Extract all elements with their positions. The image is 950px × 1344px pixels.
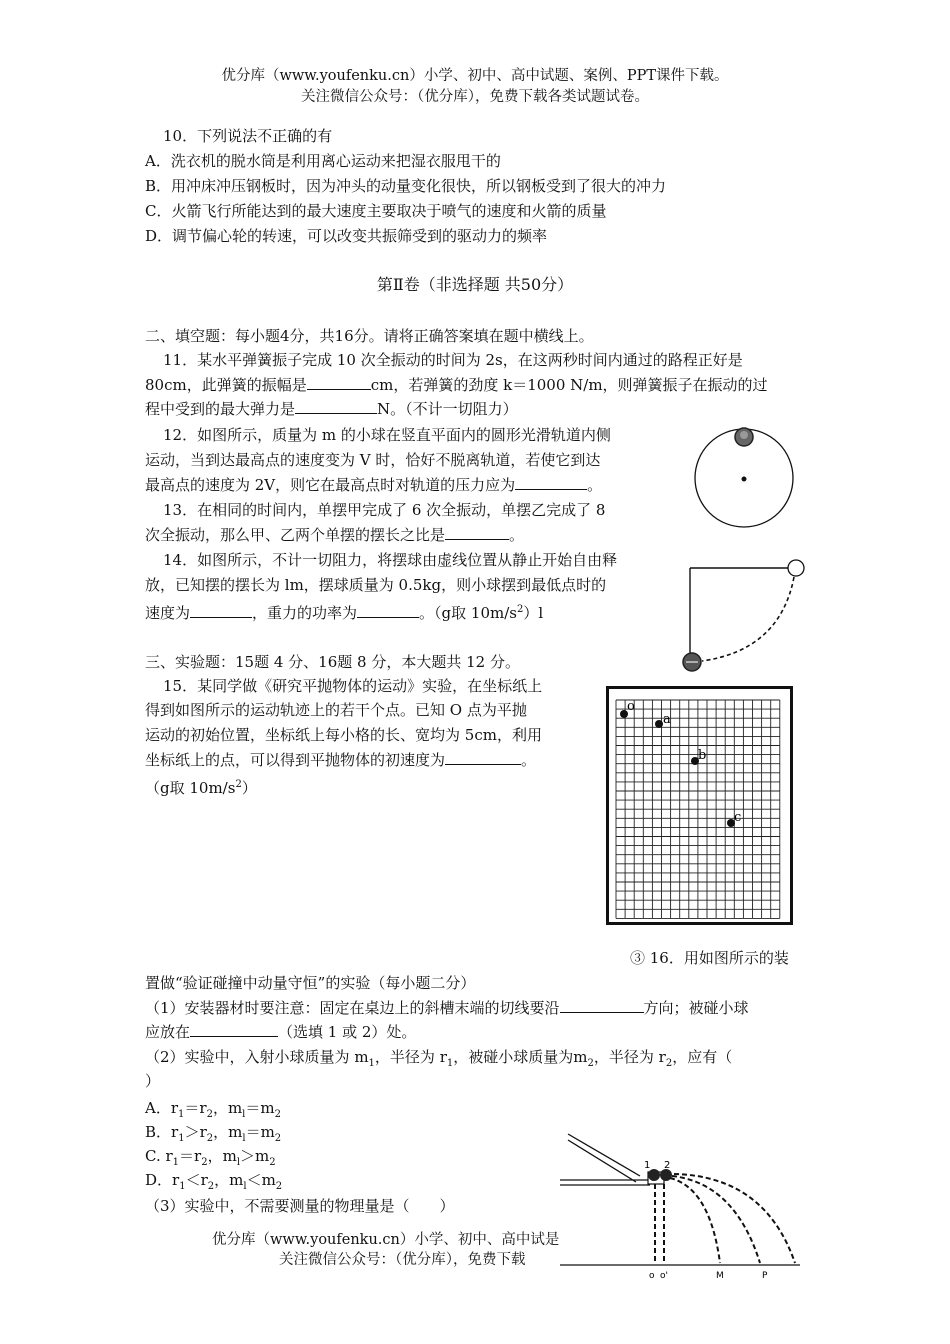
q11-text-d: N。（不计一切阻力） xyxy=(377,400,518,418)
q16-sub3: （3）实验中，不需要测量的物理量是（ ） xyxy=(145,1197,455,1215)
q12-text-b: 。 xyxy=(587,476,603,494)
q16-sub2-line-1 xyxy=(145,1047,732,1074)
pendulum-figure xyxy=(680,555,810,675)
q10-option-b: B．用冲床冲压钢板时，因为冲头的动量变化很快，所以钢板受到了很大的冲力 xyxy=(145,177,667,195)
q13-blank-ratio[interactable] xyxy=(445,525,509,540)
q13-line-1: 13．在相同的时间内，单摆甲完成了 6 次全振动，单摆乙完成了 8 xyxy=(163,501,606,519)
ball-start-position xyxy=(788,560,804,576)
q14-blank-power[interactable] xyxy=(357,603,419,618)
q16-sub1-text-c: 应放在 xyxy=(145,1023,191,1041)
q11-line-2 xyxy=(145,375,768,395)
label-o-point: o xyxy=(649,1271,655,1281)
sub-1b: 1 xyxy=(446,1058,454,1069)
q16-blank-position[interactable] xyxy=(190,1022,278,1037)
q16-option-c: C. $r_1=r_2$，$m_l>m_2$ xyxy=(145,1147,276,1168)
chute-upper xyxy=(568,1134,640,1176)
q16-line-2: 置做“验证碰撞中动量守恒”的实验（每小题二分） xyxy=(145,974,476,992)
q13-text-a: 次全振动，那么甲、乙两个单摆的摆长之比是 xyxy=(145,526,446,544)
q15-line-5 xyxy=(145,775,257,798)
q15-line-2: 得到如图所示的运动轨迹上的若干个点。已知 O 点为平抛 xyxy=(145,701,527,719)
q16-option-a: A．$r_1=r_2$，$m_l=m_2$ xyxy=(145,1099,281,1120)
q12-text-a: 最高点的速度为 2V，则它在最高点时对轨道的压力应为 xyxy=(145,476,516,494)
q14-line-2: 放，已知摆的摆长为 lm，摆球质量为 0.5kg，则小球摆到最低点时的 xyxy=(145,576,607,594)
q11-blank-force[interactable] xyxy=(295,399,377,414)
chute-lower xyxy=(568,1140,636,1182)
collision-apparatus-figure xyxy=(560,1128,805,1283)
ball-highlight xyxy=(740,431,748,439)
q15-text-b: 。 xyxy=(521,751,537,769)
label-c: c xyxy=(734,810,742,825)
q10-option-a: A．洗衣机的脱水筒是利用离心运动来把湿衣服甩干的 xyxy=(145,152,501,170)
q12-line-2: 运动，当到达最高点的速度变为 V 时，恰好不脱离轨道，若使它到达 xyxy=(145,451,601,469)
q14-text-d: ）l xyxy=(523,604,544,622)
q14-text-b: ，重力的功率为 xyxy=(252,604,358,622)
q12-blank-pressure[interactable] xyxy=(515,475,587,490)
q14-line-1: 14．如图所示，不计一切阻力，将摆球由虚线位置从静止开始自由释 xyxy=(163,551,618,569)
label-o-prime: o' xyxy=(660,1271,668,1281)
q16-sub1-line-2 xyxy=(145,1022,416,1042)
q11-blank-amplitude[interactable] xyxy=(307,375,371,390)
footer-line-1: 优分库（www.youfenku.cn）小学、初中、高中试是 xyxy=(212,1232,560,1248)
q10-option-c: C．火箭飞行所能达到的最大速度主要取决于喷气的速度和火箭的质量 xyxy=(145,202,607,220)
trajectory-p xyxy=(672,1176,760,1263)
trajectory-n xyxy=(674,1174,795,1263)
sub-1: 1 xyxy=(368,1058,375,1069)
q16-sub1-text-b: 方向；被碰小球 xyxy=(643,999,749,1017)
q16-option-b: B．$r_1>r_2$，$m_l=m_2$ xyxy=(145,1123,282,1144)
label-1: 1 xyxy=(644,1160,651,1171)
label-p: P xyxy=(762,1271,768,1281)
q15-text-c: （g取 10m/s xyxy=(145,779,236,797)
section-2-title: 第Ⅱ卷（非选择题 共50分） xyxy=(376,275,574,294)
q16-sub1-line-1 xyxy=(145,998,749,1018)
label-m: M xyxy=(716,1271,724,1281)
q11-text-a: 80cm，此弹簧的振幅是 xyxy=(145,376,307,394)
q16-sub2-text-d: ，半径为 r xyxy=(593,1048,666,1066)
header-line-1: 优分库（www.youfenku.cn）小学、初中、高中试题、案例、PPT课件下载。 xyxy=(221,68,729,84)
q14-text-c: 。（g取 10m/s xyxy=(419,604,517,622)
label-b: b xyxy=(698,748,707,763)
q15-line-4 xyxy=(145,750,536,770)
q16-sub2-text-c: ，被碰小球质量为m xyxy=(453,1048,588,1066)
q16-option-d: D．$r_1<r_2$，$m_l<m_2$ xyxy=(145,1171,283,1192)
q14-superscript: 2 xyxy=(516,604,524,615)
sub-2b: 2 xyxy=(665,1058,673,1069)
q13-text-b: 。 xyxy=(509,526,525,544)
q16-blank-direction[interactable] xyxy=(560,998,644,1013)
q11-line-3 xyxy=(145,399,518,419)
q15-text-a: 坐标纸上的点，可以得到平抛物体的初速度为 xyxy=(145,751,446,769)
label-2: 2 xyxy=(664,1160,671,1171)
header-line-2: 关注微信公众号：（优分库），免费下载各类试题试卷。 xyxy=(301,89,649,105)
label-a: a xyxy=(663,712,671,727)
q16-sub2-line-2: ） xyxy=(145,1072,161,1090)
circle-track-figure xyxy=(690,422,800,532)
q14-blank-speed[interactable] xyxy=(190,603,252,618)
point-a xyxy=(655,720,663,728)
q15-line-3: 运动的初始位置，坐标纸上每小格的长、宽均为 5cm，利用 xyxy=(145,726,542,744)
sub-2: 2 xyxy=(587,1058,594,1069)
q13-line-2 xyxy=(145,525,524,545)
q11-text-b: cm，若弹簧的劲度 k＝1000 N/m，则弹簧振子在振动的过 xyxy=(370,376,768,394)
q16-line-1: ③ 16．用如图所示的装 xyxy=(630,949,789,967)
q16-sub1-text-a: （1）安装器材时要注意：固定在桌边上的斜槽末端的切线要沿 xyxy=(145,999,560,1017)
q16-sub2-text-a: （2）实验中，入射小球质量为 m xyxy=(145,1048,369,1066)
footer-line-2: 关注微信公众号：（优分库），免费下载 xyxy=(279,1252,526,1268)
q11-text-c: 程中受到的最大弹力是 xyxy=(145,400,296,418)
q12-line-3 xyxy=(145,475,602,495)
q16-sub1-text-d: （选填 1 或 2）处。 xyxy=(278,1023,417,1041)
q14-text-a: 速度为 xyxy=(145,604,191,622)
q15-line-1: 15．某同学做《研究平抛物体的运动》实验，在坐标纸上 xyxy=(163,677,543,695)
q11-line-1: 11．某水平弹簧振子完成 10 次全振动的时间为 2s，在这两秒时间内通过的路程正好是 xyxy=(163,351,743,369)
q10-stem: 10．下列说法不正确的有 xyxy=(163,127,333,145)
grid-frame xyxy=(608,688,792,924)
q14-line-3 xyxy=(145,600,543,623)
coordinate-paper-figure xyxy=(606,686,793,925)
q16-sub2-text-b: ，半径为 r xyxy=(374,1048,447,1066)
circle-center-dot xyxy=(742,477,747,482)
part2-heading: 二、填空题：每小题4分，共16分。请将正确答案填在题中横线上。 xyxy=(145,327,594,345)
label-o: o xyxy=(627,699,635,714)
swing-path xyxy=(702,577,794,661)
q15-superscript: 2 xyxy=(235,779,242,790)
part3-heading: 三、实验题：15题 4 分、16题 8 分，本大题共 12 分。 xyxy=(145,653,520,671)
q10-option-d: D．调节偏心轮的转速，可以改变共振筛受到的驱动力的频率 xyxy=(145,227,548,245)
q15-blank-velocity[interactable] xyxy=(445,750,521,765)
q15-text-d: ） xyxy=(241,779,257,797)
q12-line-1: 12．如图所示，质量为 m 的小球在竖直平面内的圆形光滑轨道内侧 xyxy=(163,426,611,444)
q16-sub2-text-e: ，应有（ xyxy=(672,1048,733,1066)
